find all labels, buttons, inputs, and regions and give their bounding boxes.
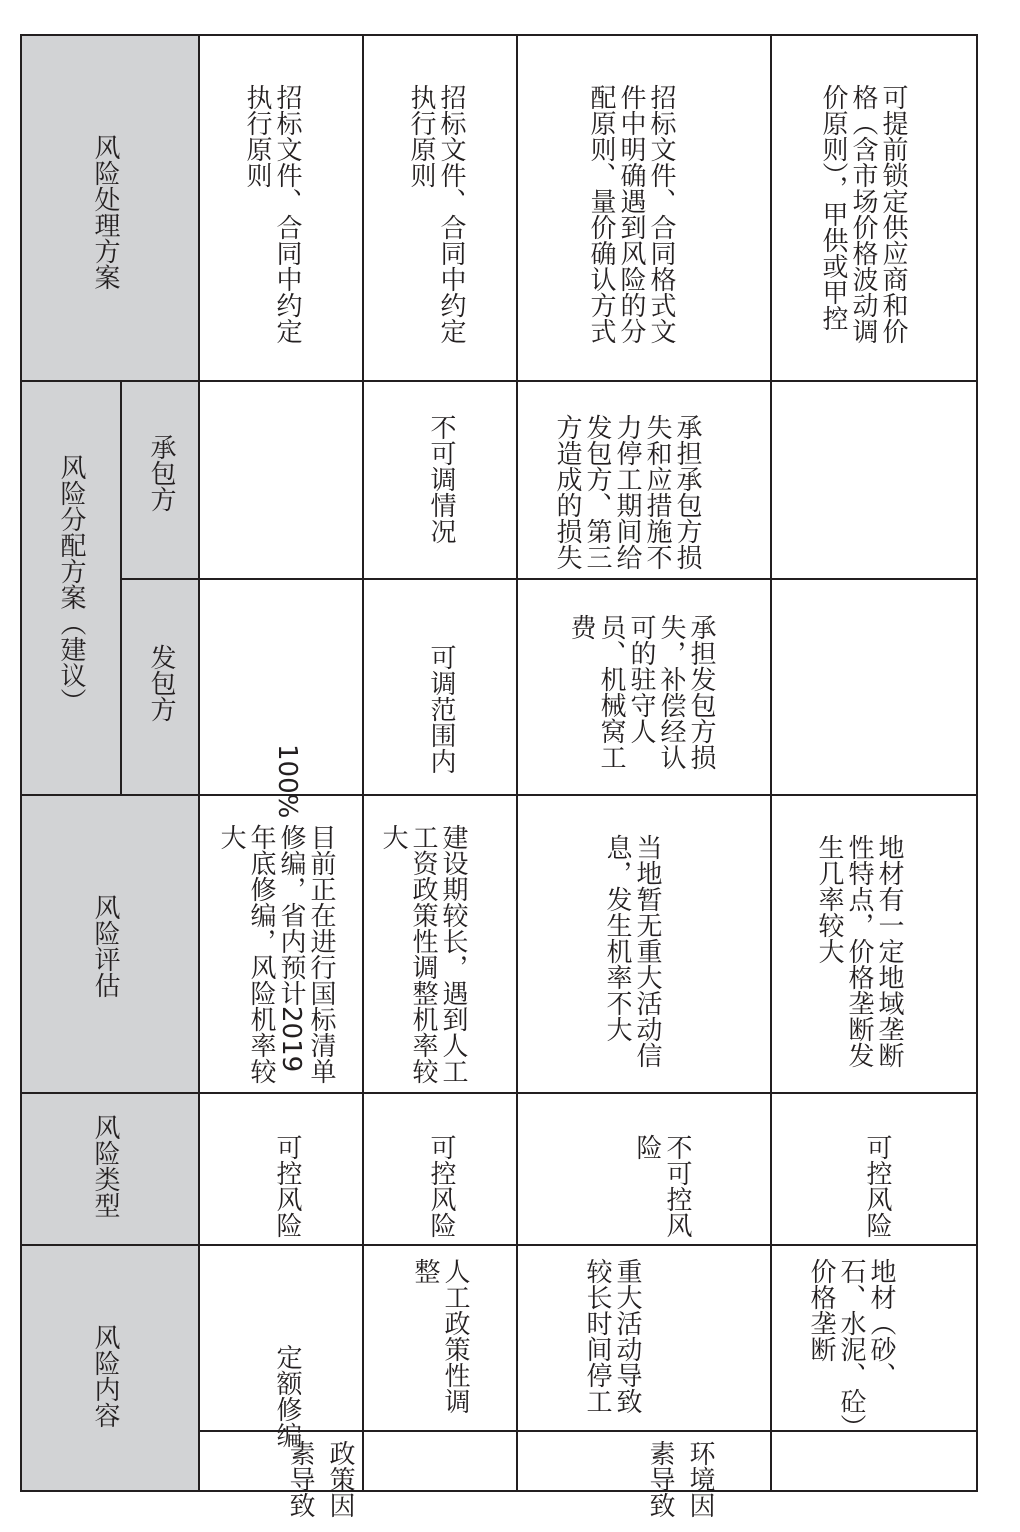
header-type: 风险类型 — [90, 1114, 120, 1218]
divider-assessment — [20, 1092, 978, 1094]
row-4-treatment: 可提前锁定供应商和价格（含市场价格波动调价原则），甲供或甲控 — [818, 84, 908, 344]
divider-row-1 — [362, 34, 364, 1492]
row-3-content: 重大活动导致较长时间停工 — [582, 1258, 642, 1414]
row-4-assessment: 地材有一定地域垄断性特点，价格垄断发生几率较大 — [814, 834, 904, 1068]
row-3-owner: 承担发包方损失，补偿经认可的驻守人员、机械窝工费 — [566, 614, 716, 770]
row-1-type: 可控风险 — [272, 1134, 302, 1238]
row-4-type: 可控风险 — [862, 1134, 892, 1238]
divider-row-3 — [770, 34, 772, 1492]
header-content: 风险内容 — [90, 1324, 120, 1428]
row-2-owner: 可调范围内 — [426, 644, 456, 774]
divider-group — [198, 1430, 976, 1432]
row-1-content: 定额修编 — [272, 1344, 302, 1448]
row-3-type: 不可控风险 — [632, 1134, 692, 1238]
divider-allocation-split — [120, 578, 978, 580]
row-2-treatment: 招标文件、合同中约定执行原则 — [406, 84, 466, 344]
header-treatment: 风险处理方案 — [90, 134, 120, 290]
row-2-assessment: 建设期较长，遇到人工工资政策性调整机率较大 — [378, 824, 468, 1084]
header-contractor: 承包方 — [146, 434, 176, 512]
row-3-treatment: 招标文件、合同格式文件中明确遇到风险的分配原则、量价确认方式 — [586, 84, 676, 344]
header-owner: 发包方 — [146, 644, 176, 722]
row-1-assessment: 目前正在进行国标清单修编，省内预计2019年底修编，风险机率较大 — [216, 824, 336, 1084]
row-3-assessment: 当地暂无重大活动信息，发生机率不大 — [602, 834, 662, 1068]
row-2-contractor: 不可调情况 — [426, 414, 456, 544]
divider-allocation-header — [120, 380, 122, 796]
row-1-owner: 100% — [272, 744, 302, 819]
table-border-right — [976, 34, 978, 1492]
header-assessment: 风险评估 — [90, 894, 120, 998]
divider-treatment — [20, 380, 978, 382]
table-border-left — [20, 34, 22, 1492]
row-2-type: 可控风险 — [426, 1134, 456, 1238]
divider-type — [20, 1244, 978, 1246]
header-allocation: 风险分配方案（建议） — [56, 454, 86, 714]
divider-allocation — [20, 794, 978, 796]
row-1-treatment: 招标文件、合同中约定执行原则 — [242, 84, 302, 344]
group-label-policy: 政策因素导致 — [285, 1440, 355, 1518]
row-3-contractor: 承担承包方损失和应措施不力停工期间给发包方、第三方造成的损失 — [552, 414, 702, 570]
risk-table — [20, 34, 978, 1518]
divider-header — [198, 34, 200, 1492]
group-label-environment: 环境因素导致 — [645, 1440, 715, 1518]
row-2-content: 人工政策性调整 — [410, 1258, 470, 1414]
row-4-content: 地材（砂、石、水泥、砼）价格垄断 — [806, 1258, 896, 1427]
divider-row-2 — [516, 34, 518, 1492]
divider-group-mid — [362, 1430, 364, 1492]
table-border-bottom — [20, 1490, 978, 1492]
table-border-top — [20, 34, 978, 36]
